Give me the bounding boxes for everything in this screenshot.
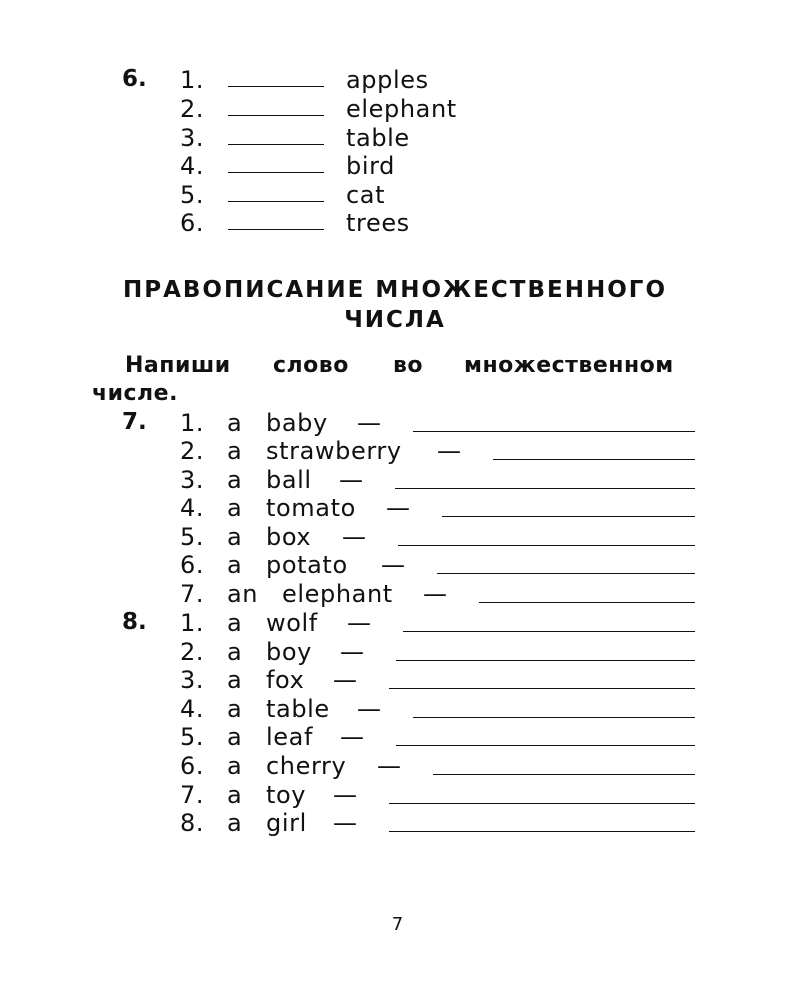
item-word: bird	[346, 152, 395, 180]
item-dash: —	[377, 752, 402, 780]
item-number: 7.	[180, 580, 205, 608]
item-article: a	[227, 781, 243, 809]
item-number: 3.	[180, 124, 205, 152]
instruction-word: Напиши	[125, 353, 231, 378]
answer-blank[interactable]	[442, 516, 695, 517]
item-number: 7.	[180, 781, 205, 809]
answer-blank[interactable]	[389, 831, 695, 832]
exercise-number: 7.	[122, 409, 147, 435]
item-dash: —	[339, 466, 364, 494]
item-dash: —	[333, 781, 358, 809]
item-number: 4.	[180, 152, 205, 180]
answer-blank[interactable]	[395, 488, 695, 489]
item-dash: —	[386, 494, 411, 522]
answer-blank[interactable]	[228, 229, 324, 230]
item-word: elephant	[282, 580, 393, 608]
item-word: girl	[266, 809, 307, 837]
answer-blank[interactable]	[228, 144, 324, 145]
answer-blank[interactable]	[398, 545, 695, 546]
item-number: 2.	[180, 437, 205, 465]
item-word: fox	[266, 666, 305, 694]
item-dash: —	[347, 609, 372, 637]
answer-blank[interactable]	[437, 573, 695, 574]
item-dash: —	[342, 523, 367, 551]
item-article: a	[227, 437, 243, 465]
item-number: 6.	[180, 209, 205, 237]
item-article: a	[227, 409, 243, 437]
item-number: 4.	[180, 494, 205, 522]
item-number: 5.	[180, 723, 205, 751]
item-article: a	[227, 523, 243, 551]
item-word: table	[346, 124, 410, 152]
section-title-line2: ЧИСЛА	[344, 307, 446, 333]
answer-blank[interactable]	[389, 803, 695, 804]
item-dash: —	[357, 409, 382, 437]
item-number: 2.	[180, 95, 205, 123]
item-dash: —	[423, 580, 448, 608]
item-dash: —	[357, 695, 382, 723]
answer-blank[interactable]	[413, 431, 695, 432]
answer-blank[interactable]	[228, 86, 324, 87]
instruction-word: слово	[273, 353, 349, 378]
item-article: a	[227, 494, 243, 522]
item-word: strawberry	[266, 437, 402, 465]
answer-blank[interactable]	[228, 201, 324, 202]
answer-blank[interactable]	[403, 631, 695, 632]
item-word: potato	[266, 551, 348, 579]
item-word: elephant	[346, 95, 457, 123]
answer-blank[interactable]	[479, 602, 695, 603]
item-article: a	[227, 638, 243, 666]
answer-blank[interactable]	[389, 688, 695, 689]
exercise-number: 8.	[122, 609, 147, 635]
item-word: table	[266, 695, 330, 723]
item-number: 5.	[180, 523, 205, 551]
page-number: 7	[391, 914, 404, 935]
item-number: 1.	[180, 66, 205, 94]
instruction-word: числе.	[92, 381, 178, 406]
item-article: a	[227, 809, 243, 837]
item-word: toy	[266, 781, 307, 809]
answer-blank[interactable]	[228, 172, 324, 173]
answer-blank[interactable]	[413, 717, 695, 718]
item-word: baby	[266, 409, 328, 437]
answer-blank[interactable]	[228, 115, 324, 116]
item-number: 3.	[180, 666, 205, 694]
item-number: 2.	[180, 638, 205, 666]
answer-blank[interactable]	[396, 745, 695, 746]
item-number: 8.	[180, 809, 205, 837]
item-article: a	[227, 609, 243, 637]
item-word: boy	[266, 638, 312, 666]
item-article: a	[227, 695, 243, 723]
answer-blank[interactable]	[493, 459, 695, 460]
item-word: ball	[266, 466, 312, 494]
item-number: 5.	[180, 181, 205, 209]
exercise-number: 6.	[122, 66, 147, 92]
item-dash: —	[333, 809, 358, 837]
instruction-word: множественном	[464, 353, 674, 378]
item-number: 1.	[180, 609, 205, 637]
item-word: apples	[346, 66, 429, 94]
instruction-word: во	[393, 353, 424, 378]
item-dash: —	[437, 437, 462, 465]
item-word: wolf	[266, 609, 318, 637]
item-word: leaf	[266, 723, 313, 751]
item-word: cat	[346, 181, 386, 209]
item-word: box	[266, 523, 312, 551]
item-dash: —	[333, 666, 358, 694]
item-dash: —	[340, 638, 365, 666]
item-number: 6.	[180, 551, 205, 579]
item-article: a	[227, 666, 243, 694]
item-number: 6.	[180, 752, 205, 780]
item-number: 3.	[180, 466, 205, 494]
item-word: trees	[346, 209, 410, 237]
item-article: a	[227, 466, 243, 494]
item-word: tomato	[266, 494, 356, 522]
item-dash: —	[381, 551, 406, 579]
item-number: 4.	[180, 695, 205, 723]
item-article: a	[227, 551, 243, 579]
item-article: an	[227, 580, 259, 608]
section-title: ПРАВОПИСАНИЕ МНОЖЕСТВЕННОГО	[122, 277, 667, 303]
item-dash: —	[340, 723, 365, 751]
item-number: 1.	[180, 409, 205, 437]
item-article: a	[227, 752, 243, 780]
answer-blank[interactable]	[433, 774, 695, 775]
item-article: a	[227, 723, 243, 751]
answer-blank[interactable]	[396, 660, 695, 661]
item-word: cherry	[266, 752, 347, 780]
